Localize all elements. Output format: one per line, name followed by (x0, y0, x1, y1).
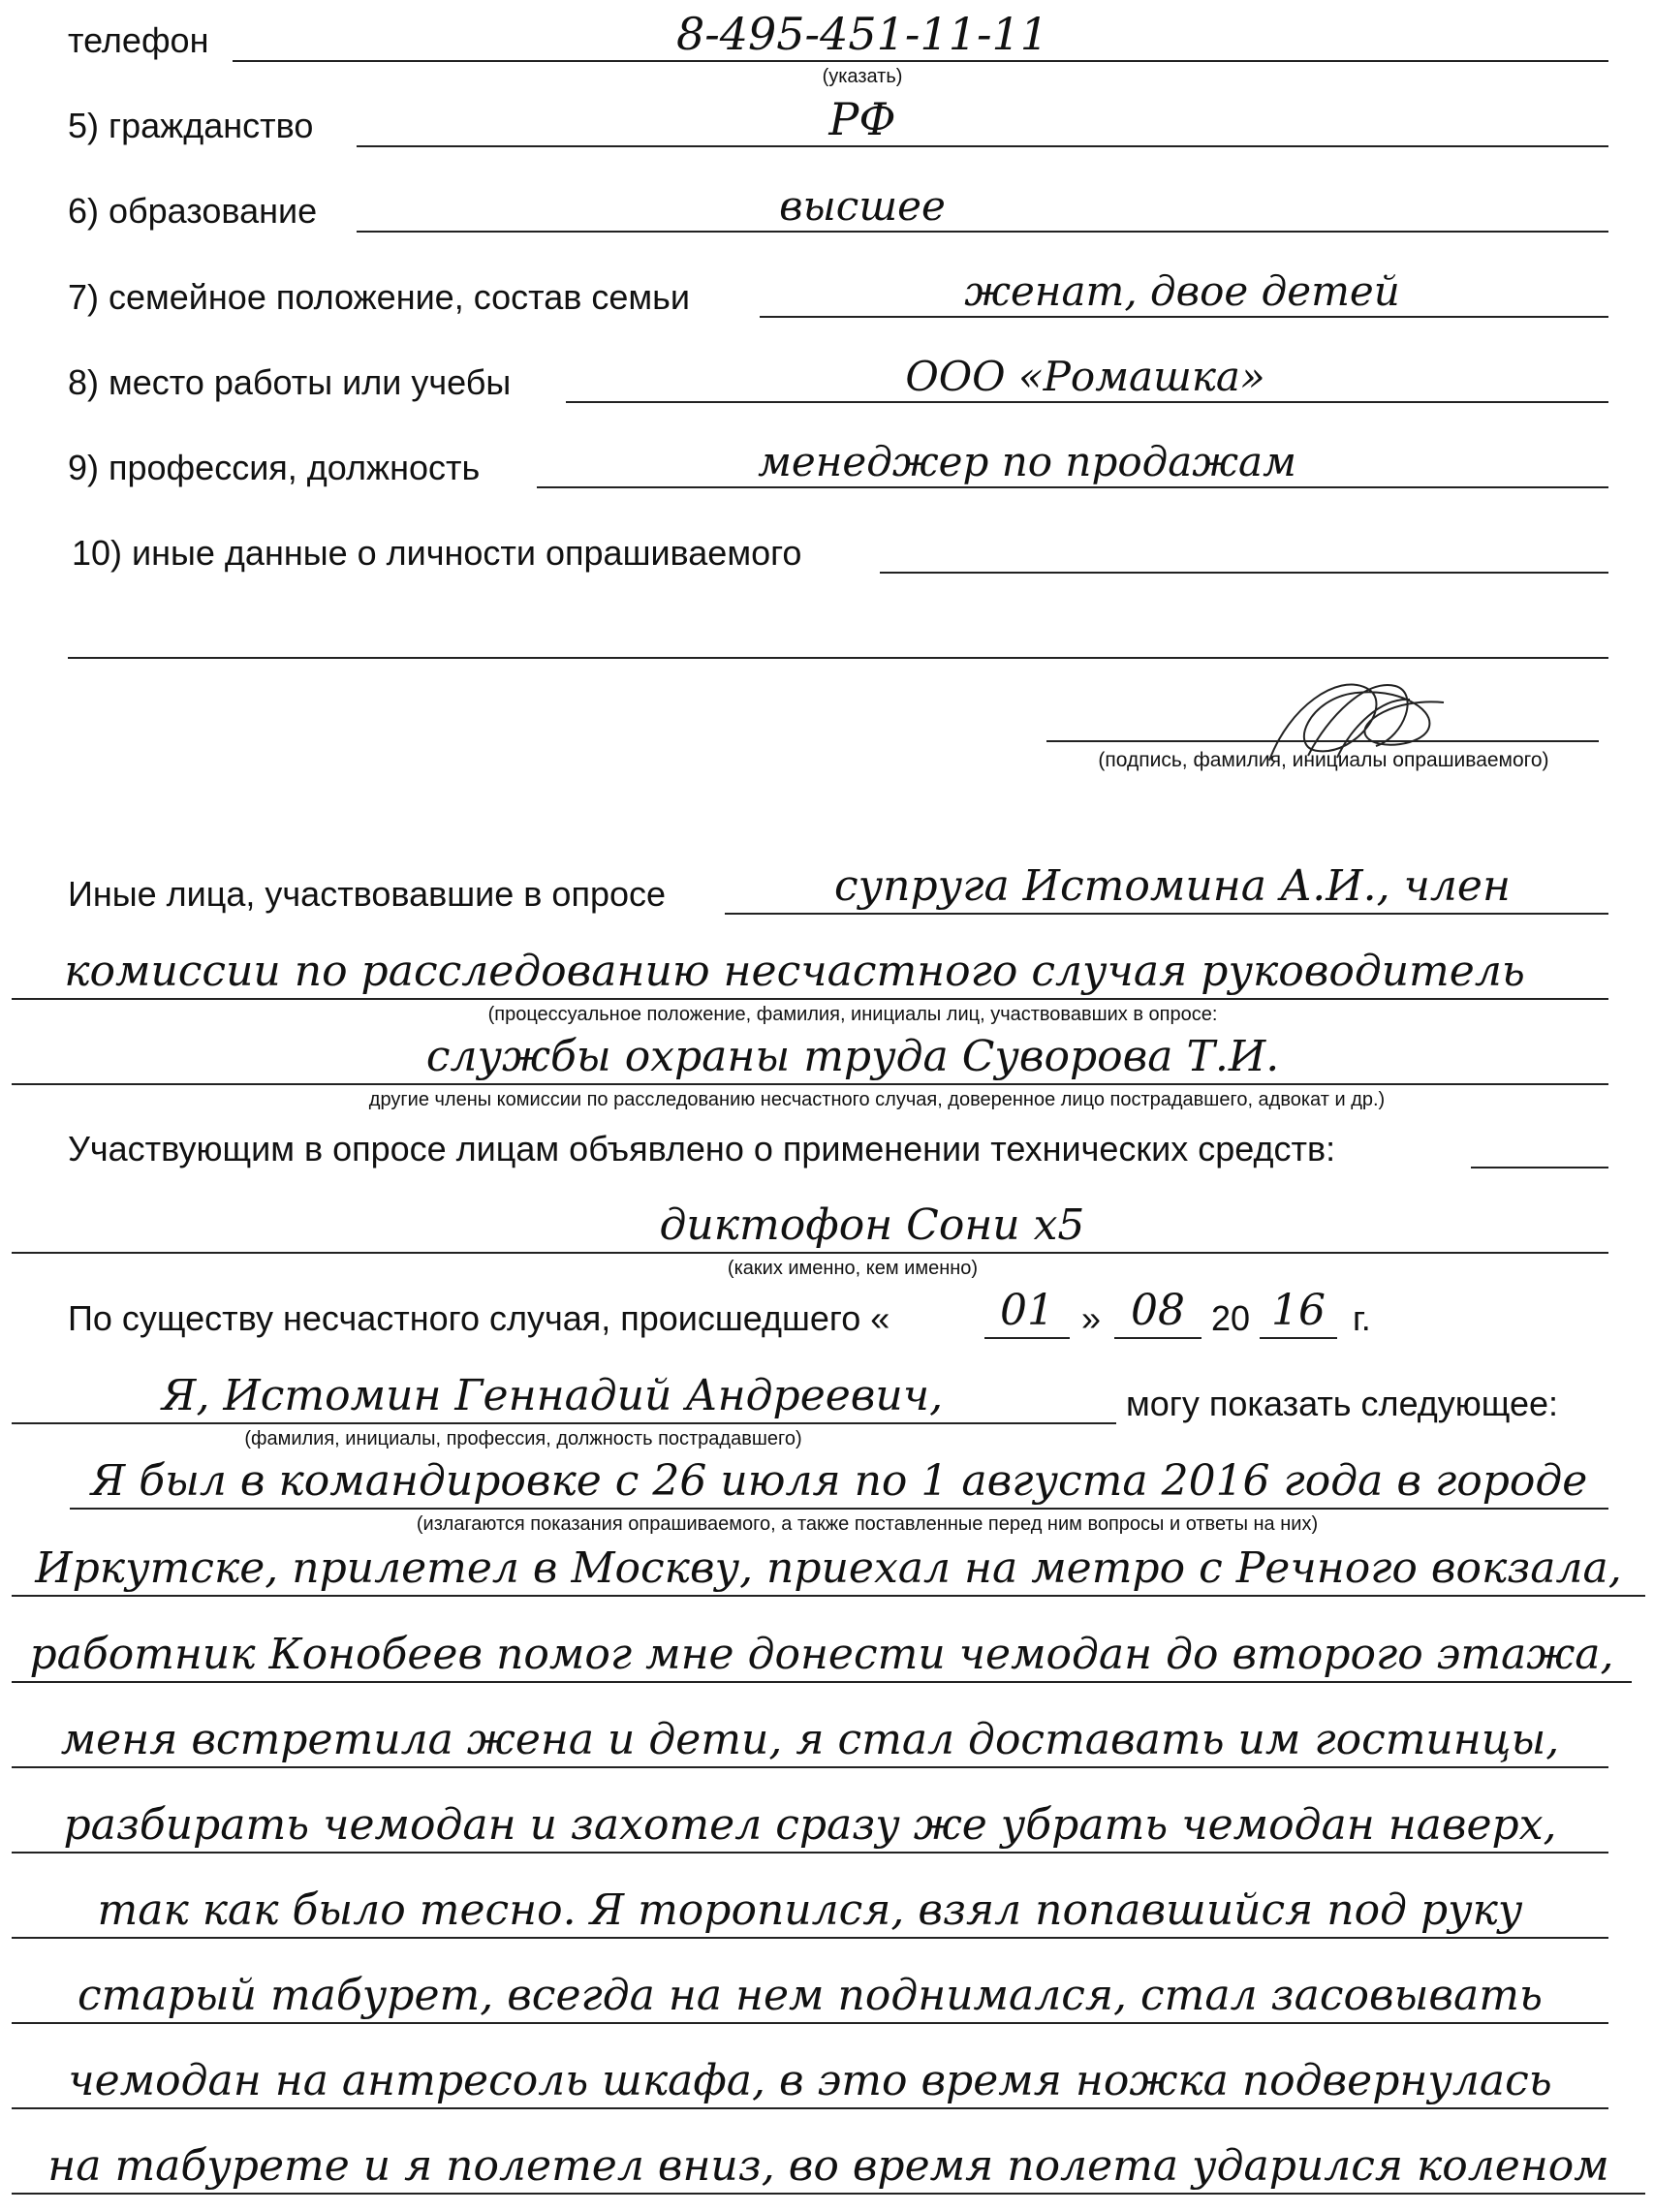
family-line (760, 316, 1608, 318)
witness-line (12, 1422, 1116, 1424)
witness-hint: (фамилия, инициалы, профессия, должность пострадавшего) (244, 1428, 802, 1449)
workplace-line (566, 401, 1608, 403)
citizenship-value[interactable]: РФ (828, 93, 896, 145)
date-close: » (1081, 1298, 1102, 1338)
date-prefix: По существу несчастного случая, происшедшего « (68, 1298, 890, 1338)
other-line-2 (68, 657, 1608, 659)
participants-hint-2: другие члены комиссии по расследованию несчастного случая, доверенное лицо пострадавшего, адвокат и др.) (368, 1089, 1386, 1110)
testimony-text-1[interactable]: Я был в командировке с 26 июля по 1 августа 2016 года в городе (90, 1456, 1588, 1506)
witness-value[interactable]: Я, Истомин Геннадий Андреевич, (161, 1371, 944, 1420)
participants-value-3[interactable]: службы охраны труда Суворова Т.И. (425, 1032, 1280, 1081)
workplace-label: 8) место работы или учебы (68, 362, 512, 402)
date-month-line (1114, 1337, 1201, 1339)
testimony-line-2 (12, 1595, 1645, 1597)
date-day[interactable]: 01 (1000, 1286, 1054, 1335)
testimony-text-8[interactable]: чемодан на антресоль шкафа, в это время ножка подвернулась (68, 2056, 1552, 2105)
education-value[interactable]: высшее (779, 182, 946, 230)
date-year[interactable]: 16 (1271, 1286, 1326, 1335)
testimony-line-6 (12, 1937, 1608, 1939)
date-day-line (984, 1337, 1070, 1339)
participants-line-3 (12, 1083, 1608, 1085)
date-century: 20 (1211, 1298, 1251, 1338)
other-line-1 (880, 572, 1608, 574)
education-line (357, 231, 1608, 233)
workplace-value[interactable]: ООО «Ромашка» (905, 353, 1265, 400)
testimony-line-8 (12, 2107, 1608, 2109)
tech-label: Участвующим в опросе лицам объявлено о применении технических средств: (68, 1129, 1336, 1168)
phone-label: телефон (68, 20, 209, 60)
phone-hint: (указать) (822, 66, 903, 87)
phone-line (233, 60, 1608, 62)
testimony-line-4 (12, 1766, 1608, 1768)
participants-line-1 (725, 913, 1608, 915)
participants-value-1[interactable]: супруга Истомина А.И., член (834, 861, 1511, 911)
testimony-text-6[interactable]: так как было тесно. Я торопился, взял попавшийся под руку (97, 1885, 1523, 1935)
date-suffix: г. (1353, 1298, 1371, 1338)
participants-hint-1: (процессуальное положение, фамилия, инициалы лиц, участвовавших в опросе: (487, 1004, 1218, 1025)
citizenship-line (357, 145, 1608, 147)
education-label: 6) образование (68, 191, 318, 231)
tech-line-2 (12, 1252, 1608, 1254)
participants-value-2[interactable]: комиссии по расследованию несчастного случая руководитель (64, 947, 1525, 996)
testimony-line-7 (12, 2022, 1608, 2024)
testimony-text-4[interactable]: меня встретила жена и дети, я стал доставать им гостинцы, (60, 1715, 1560, 1764)
tech-line-1 (1471, 1167, 1608, 1168)
profession-line (537, 486, 1608, 488)
tech-hint: (каких именно, кем именно) (727, 1258, 979, 1279)
tech-value[interactable]: диктофон Сони х5 (659, 1200, 1085, 1250)
testimony-line-1 (70, 1508, 1608, 1510)
family-label: 7) семейное положение, состав семьи (68, 277, 691, 317)
testimony-text-3[interactable]: работник Конобеев помог мне донести чемодан до второго этажа, (29, 1630, 1614, 1679)
testimony-text-9[interactable]: на табурете и я полетел вниз, во время полета ударился коленом (47, 2141, 1609, 2191)
other-label: 10) иные данные о личности опрашиваемого (72, 533, 802, 573)
citizenship-label: 5) гражданство (68, 106, 314, 145)
profession-label: 9) профессия, должность (68, 448, 481, 487)
participants-label: Иные лица, участвовавшие в опросе (68, 874, 667, 914)
signature-caption: (подпись, фамилия, инициалы опрашиваемого) (1098, 749, 1549, 771)
date-month[interactable]: 08 (1131, 1286, 1185, 1335)
family-value[interactable]: женат, двое детей (964, 267, 1400, 315)
date-year-line (1260, 1337, 1337, 1339)
testimony-line-3 (12, 1681, 1632, 1683)
testimony-text-5[interactable]: разбирать чемодан и захотел сразу же убрать чемодан наверх, (63, 1800, 1557, 1850)
participants-line-2 (12, 998, 1608, 1000)
testimony-line-5 (12, 1852, 1608, 1854)
phone-value[interactable]: 8-495-451-11-11 (675, 8, 1049, 60)
profession-value[interactable]: менеджер по продажам (758, 438, 1296, 485)
testimony-text-2[interactable]: Иркутске, прилетел в Москву, приехал на метро с Речного вокзала, (35, 1543, 1622, 1593)
testimony-hint: (излагаются показания опрашиваемого, а также поставленные перед ним вопросы и ответы на них) (416, 1513, 1319, 1535)
witness-label: могу показать следующее: (1126, 1384, 1559, 1423)
testimony-text-7[interactable]: старый табурет, всегда на нем поднимался, стал засовывать (78, 1971, 1543, 2020)
testimony-line-9 (12, 2193, 1645, 2195)
